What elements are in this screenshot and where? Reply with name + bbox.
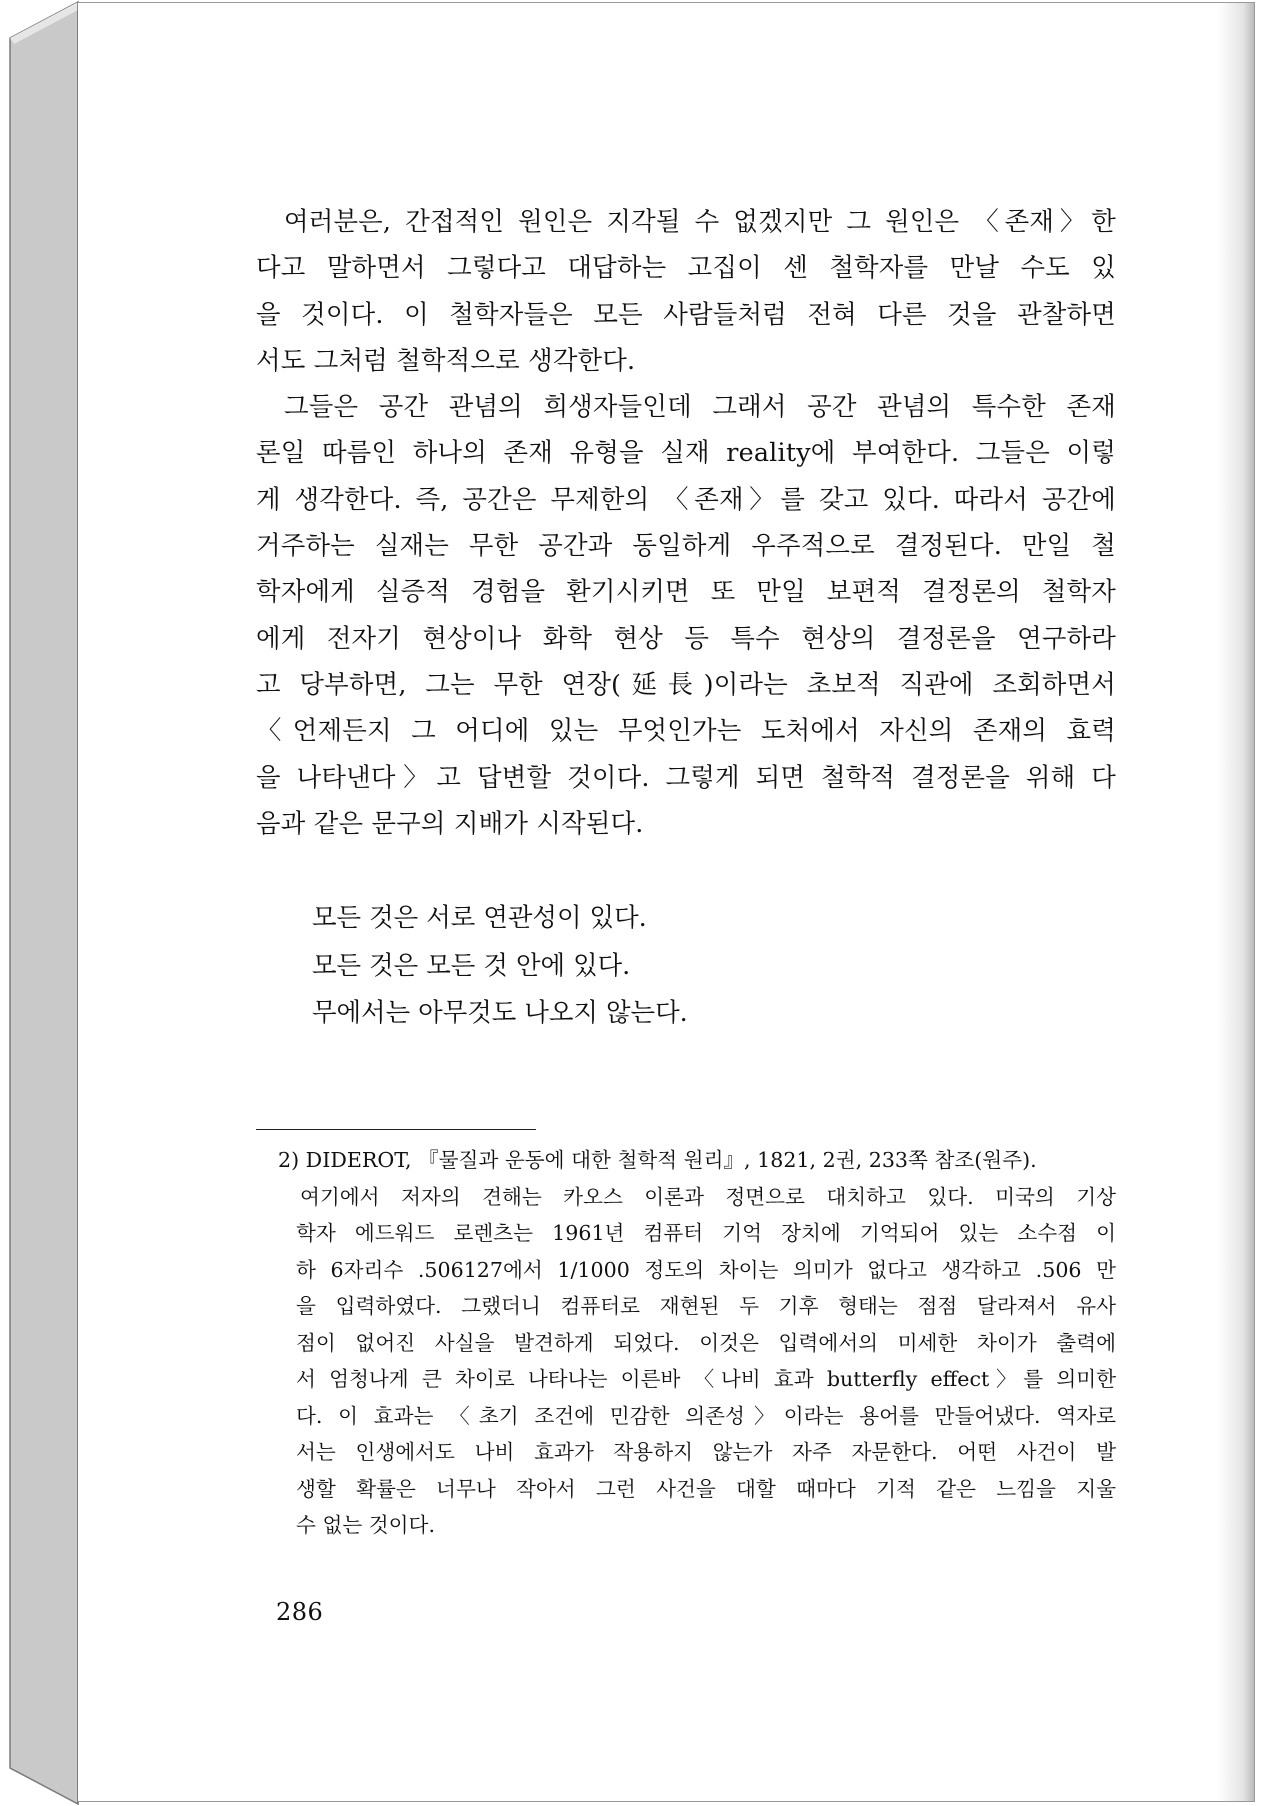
paragraph-line: 음과 같은 문구의 지배가 시작된다. [256, 807, 644, 838]
footnote-line: 여기에서 저자의 견해는 카오스 이론과 정면으로 대치하고 있다. 미국의 기상 [300, 1184, 1116, 1209]
paragraph-2 [256, 383, 1116, 846]
footnote-line: 수 없는 것이다. [296, 1513, 435, 1537]
body-text [256, 198, 1116, 1037]
paragraph-line: 서도 그처럼 철학적으로 생각한다. [256, 344, 636, 375]
block-quote [312, 894, 1116, 1037]
paragraph-1 [256, 198, 1116, 383]
footnote-citation: 2) DIDEROT, 『물질과 운동에 대한 철학적 원리』, 1821, 2권, 233쪽 참조(원주). [278, 1148, 1037, 1172]
quote-line: 모든 것은 서로 연관성이 있다. [312, 902, 647, 933]
footnote-line: 점이 없어진 사실을 발견하게 되었다. 이것은 입력에서의 미세한 차이가 출력에 [296, 1330, 1116, 1355]
paragraph-line: 을 나타낸다〉고 답변할 것이다. 그렇게 되면 철학적 결정론을 위해 다 [256, 761, 1116, 792]
page-number: 286 [276, 1598, 324, 1626]
paragraph-line: 그들은 공간 관념의 희생자들인데 그래서 공간 관념의 특수한 존재 [284, 391, 1116, 422]
footnote-line: 생할 확률은 너무나 작아서 그런 사건을 대할 때마다 기적 같은 느낌을 지울 [296, 1476, 1116, 1501]
paragraph-line: 여러분은, 간접적인 원인은 지각될 수 없겠지만 그 원인은 〈존재〉한 [284, 206, 1116, 236]
footnote-line: 을 입력하였다. 그랬더니 컴퓨터로 재현된 두 기후 형태는 점점 달라져서 유사 [296, 1294, 1116, 1318]
paragraph-line: 학자에게 실증적 경험을 환기시키면 또 만일 보편적 결정론의 철학자 [256, 576, 1116, 607]
footnote-line: 학자 에드워드 로렌츠는 1961년 컴퓨터 기억 장치에 기억되어 있는 소수점 이 [296, 1221, 1116, 1245]
paragraph-line: 게 생각한다. 즉, 공간은 무제한의 〈존재〉를 갖고 있다. 따라서 공간에 [256, 483, 1116, 514]
paragraph-line: 에게 전자기 현상이나 화학 현상 등 특수 현상의 결정론을 연구하라 [256, 622, 1116, 653]
footnote-line: 서는 인생에서도 나비 효과가 작용하지 않는가 자주 자문한다. 어떤 사건이 발 [296, 1440, 1116, 1464]
paragraph-line: 다고 말하면서 그렇다고 대답하는 고집이 센 철학자를 만날 수도 있 [256, 252, 1116, 283]
footnote-line: 하 6자리수 .506127에서 1/1000 정도의 차이는 의미가 없다고 생각하고 .506 만 [296, 1257, 1116, 1282]
paragraph-line: 고 당부하면, 그는 무한 연장(延長)이라는 초보적 직관에 조회하면서 [256, 668, 1116, 699]
footnote-divider [256, 1129, 536, 1130]
footnote-line: 다. 이 효과는 〈초기 조건에 민감한 의존성〉이라는 용어를 만들어냈다. 역자로 [296, 1403, 1116, 1428]
paragraph-line: 을 것이다. 이 철학자들은 모든 사람들처럼 전혀 다른 것을 관찰하면 [256, 298, 1116, 329]
footnote [278, 1142, 1116, 1544]
paragraph-line: 론일 따름인 하나의 존재 유형을 실재 reality에 부여한다. 그들은 이렇 [256, 437, 1116, 468]
paragraph-line: 거주하는 실재는 무한 공간과 동일하게 우주적으로 결정된다. 만일 철 [256, 530, 1116, 561]
footnote-line: 서 엄청나게 큰 차이로 나타나는 이른바 〈나비 효과 butterfly effect〉를 의미한 [296, 1367, 1116, 1391]
page-curl-shadow [1218, 3, 1254, 1801]
quote-line: 무에서는 아무것도 나오지 않는다. [312, 997, 688, 1028]
paragraph-line: 〈언제든지 그 어디에 있는 무엇인가는 도처에서 자신의 존재의 효력 [256, 715, 1116, 746]
quote-line: 모든 것은 모든 것 안에 있다. [312, 949, 631, 980]
